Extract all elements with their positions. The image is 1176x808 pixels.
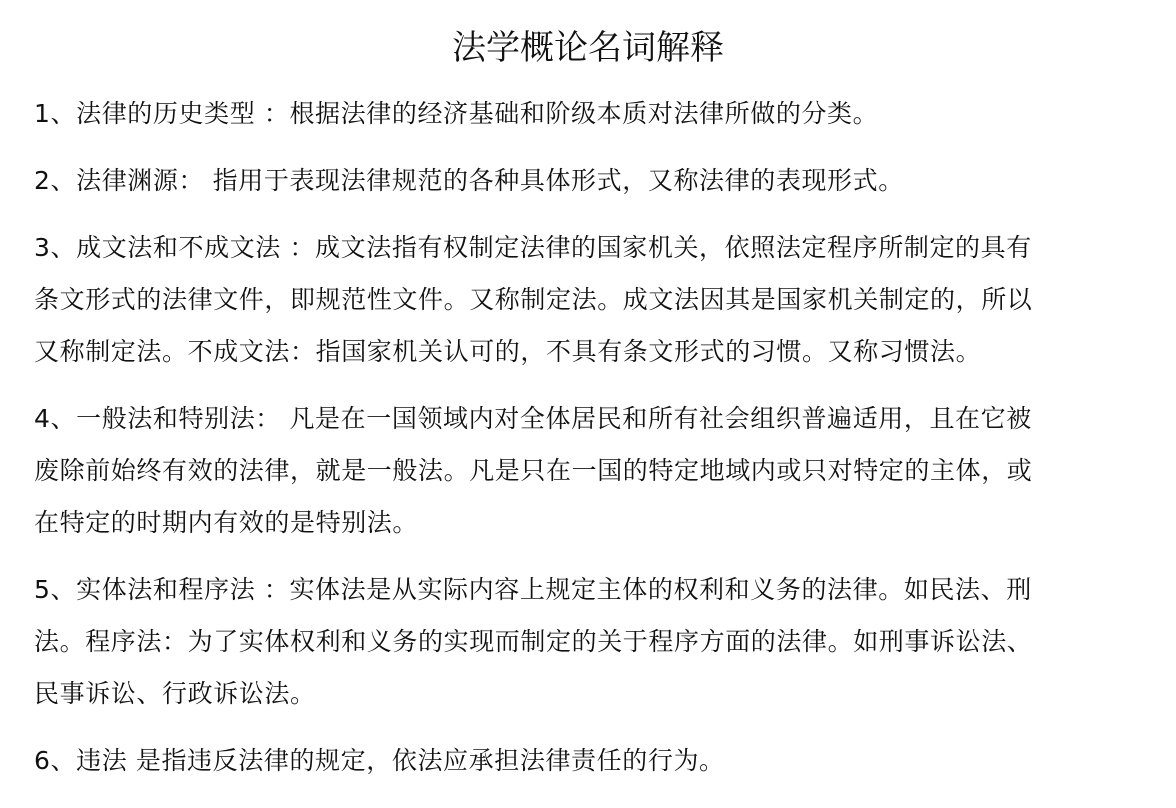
document-body: [34, 88, 1154, 802]
text-line: 又称制定法。不成文法：指国家机关认可的，不具有条文形式的习惯。又称习惯法。: [34, 337, 982, 366]
text-line: 法。程序法：为了实体权利和义务的实现而制定的关于程序方面的法律。如刑事诉讼法、: [34, 627, 1033, 656]
text-line: 条文形式的法律文件，即规范性文件。又称制定法。成文法因其是国家机关制定的，所以: [34, 285, 1033, 314]
text-line: 5、实体法和程序法 ：实体法是从实际内容上规定主体的权利和义务的法律。如民法、刑: [34, 575, 1032, 604]
term-3: [34, 222, 1154, 378]
text-line: 2、法律渊源： 指用于表现法律规范的各种具体形式，又称法律的表现形式。: [34, 166, 904, 195]
term-2: [34, 155, 1154, 207]
text-line: 民事诉讼、行政诉讼法。: [34, 679, 316, 708]
term-4: [34, 393, 1154, 549]
text-line: 1、法律的历史类型 ：根据法律的经济基础和阶级本质对法律所做的分类。: [34, 99, 879, 128]
text-line: 在特定的时期内有效的是特别法。: [34, 508, 419, 537]
term-5: [34, 564, 1154, 720]
term-1: [34, 88, 1154, 140]
text-line: 6、违法 是指违反法律的规定，依法应承担法律责任的行为。: [34, 746, 725, 775]
document-title: 法学概论名词解释: [452, 28, 724, 68]
term-6: [34, 735, 1154, 787]
text-line: 3、成文法和不成文法 ：成文法指有权制定法律的国家机关，依照法定程序所制定的具有: [34, 233, 1032, 262]
text-line: 废除前始终有效的法律，就是一般法。凡是只在一国的特定地域内或只对特定的主体，或: [34, 456, 1033, 485]
text-line: 4、一般法和特别法： 凡是在一国领域内对全体居民和所有社会组织普遍适用，且在它被: [34, 404, 1032, 433]
